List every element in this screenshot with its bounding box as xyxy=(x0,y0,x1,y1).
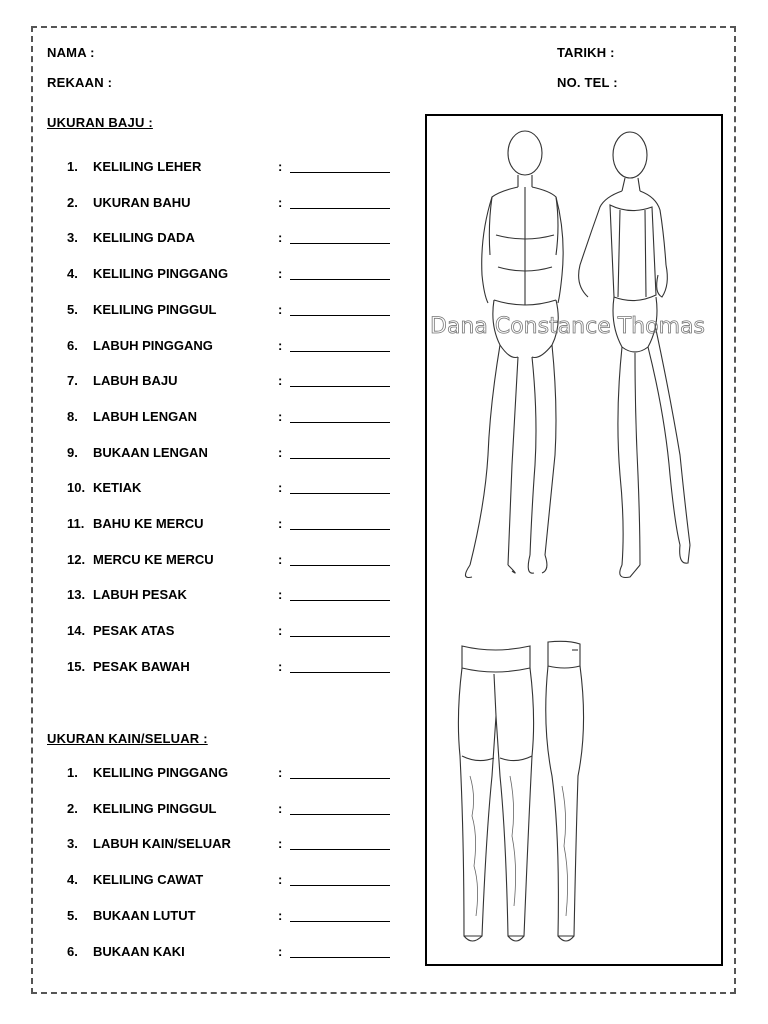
measurement-row xyxy=(0,623,400,643)
measurement-number: 4. xyxy=(67,266,78,282)
measurement-label: MERCU KE MERCU xyxy=(93,551,214,567)
measurement-label: BAHU KE MERCU xyxy=(93,516,204,531)
measurement-colon: : xyxy=(278,337,283,353)
measurement-number: 1. xyxy=(67,765,78,780)
measurement-row xyxy=(0,409,400,429)
measurement-entry-line[interactable] xyxy=(290,493,390,494)
measurement-label: BUKAAN LUTUT xyxy=(93,907,196,923)
measurement-label: LABUH KAIN/SELUAR xyxy=(93,836,231,852)
rekaan-label: REKAAN : xyxy=(47,75,113,90)
measurement-number: 8. xyxy=(67,408,78,424)
measurement-number: 3. xyxy=(67,230,78,246)
measurement-label: KELILING PINGGUL xyxy=(93,301,217,317)
measurement-number: 7. xyxy=(67,373,78,389)
measurement-label: KELILING PINGGUL xyxy=(93,800,217,816)
measurement-number: 12. xyxy=(67,551,86,567)
measurement-label: UKURAN BAHU xyxy=(93,194,191,210)
croquis-front-back-sketch-icon xyxy=(430,125,720,595)
measurement-number: 5. xyxy=(67,301,78,317)
watermark-text: Dana Constance Thomas xyxy=(430,314,705,339)
measurement-label: LABUH LENGAN xyxy=(93,408,197,424)
measurement-row xyxy=(0,587,400,607)
measurement-row xyxy=(0,266,400,286)
measurement-entry-line[interactable] xyxy=(290,243,390,244)
measurement-entry-line[interactable] xyxy=(290,885,390,886)
measurement-row xyxy=(0,373,400,393)
measurement-label: LABUH PESAK xyxy=(93,587,187,603)
leggings-front-side-sketch-icon xyxy=(450,636,600,952)
measurement-row xyxy=(0,302,400,322)
ukuran-seluar-title: UKURAN KAIN/SELUAR : xyxy=(47,731,208,746)
measurement-colon: : xyxy=(278,373,283,389)
measurement-colon: : xyxy=(278,836,283,852)
measurement-row xyxy=(0,480,400,500)
measurement-entry-line[interactable] xyxy=(290,600,390,601)
measurement-label: KELILING CAWAT xyxy=(93,872,204,888)
measurement-row xyxy=(0,944,400,964)
measurement-row xyxy=(0,516,400,536)
measurement-entry-line[interactable] xyxy=(290,208,390,209)
measurement-entry-line[interactable] xyxy=(290,957,390,958)
measurement-colon: : xyxy=(278,266,283,282)
measurement-number: 14. xyxy=(67,623,86,639)
measurement-row xyxy=(0,659,400,679)
measurement-entry-line[interactable] xyxy=(290,672,390,673)
measurement-colon: : xyxy=(278,587,283,603)
measurement-colon: : xyxy=(278,480,283,496)
measurement-row xyxy=(0,195,400,215)
measurement-colon: : xyxy=(278,907,283,923)
measurement-row xyxy=(0,230,400,250)
measurement-row xyxy=(0,338,400,358)
measurement-entry-line[interactable] xyxy=(290,279,390,280)
measurement-number: 2. xyxy=(67,800,78,816)
measurement-row xyxy=(0,908,400,928)
measurement-entry-line[interactable] xyxy=(290,458,390,459)
measurement-colon: : xyxy=(278,658,283,674)
measurement-colon: : xyxy=(278,516,283,531)
measurement-entry-line[interactable] xyxy=(290,921,390,922)
measurement-label: LABUH PINGGANG xyxy=(93,337,213,353)
measurement-colon: : xyxy=(278,408,283,424)
measurement-label: BUKAAN LENGAN xyxy=(93,444,208,460)
measurement-row xyxy=(0,159,400,179)
measurement-label: KELILING LEHER xyxy=(93,159,202,174)
measurement-label: KELILING PINGGANG xyxy=(93,765,229,780)
measurement-label: PESAK BAWAH xyxy=(93,658,190,674)
measurement-colon: : xyxy=(278,800,283,816)
measurement-entry-line[interactable] xyxy=(290,565,390,566)
measurement-entry-line[interactable] xyxy=(290,386,390,387)
measurement-entry-line[interactable] xyxy=(290,422,390,423)
measurement-entry-line[interactable] xyxy=(290,814,390,815)
measurement-number: 1. xyxy=(67,159,78,174)
measurement-colon: : xyxy=(278,872,283,888)
measurement-label: BUKAAN KAKI xyxy=(93,943,185,959)
measurement-colon: : xyxy=(278,159,283,174)
measurement-label: LABUH BAJU xyxy=(93,373,178,389)
measurement-label: KELILING PINGGANG xyxy=(93,266,229,282)
measurement-entry-line[interactable] xyxy=(290,529,390,530)
measurement-row xyxy=(0,765,400,785)
measurement-row xyxy=(0,801,400,821)
measurement-label: KELILING DADA xyxy=(93,230,195,246)
measurement-number: 6. xyxy=(67,337,78,353)
measurement-entry-line[interactable] xyxy=(290,636,390,637)
measurement-entry-line[interactable] xyxy=(290,315,390,316)
measurement-entry-line[interactable] xyxy=(290,172,390,173)
measurement-number: 13. xyxy=(67,587,86,603)
measurement-entry-line[interactable] xyxy=(290,778,390,779)
nama-label: NAMA : xyxy=(47,45,95,60)
measurement-colon: : xyxy=(278,623,283,639)
measurement-colon: : xyxy=(278,551,283,567)
measurement-number: 6. xyxy=(67,943,78,959)
no-tel-label: NO. TEL : xyxy=(557,75,618,90)
measurement-entry-line[interactable] xyxy=(290,351,390,352)
measurement-row xyxy=(0,836,400,856)
measurement-colon: : xyxy=(278,301,283,317)
measurement-row xyxy=(0,445,400,465)
measurement-colon: : xyxy=(278,444,283,460)
measurement-colon: : xyxy=(278,765,283,780)
measurement-number: 3. xyxy=(67,836,78,852)
measurement-label: KETIAK xyxy=(93,480,142,496)
measurement-colon: : xyxy=(278,943,283,959)
measurement-number: 10. xyxy=(67,480,86,496)
measurement-number: 5. xyxy=(67,907,78,923)
measurement-row xyxy=(0,872,400,892)
measurement-colon: : xyxy=(278,194,283,210)
measurement-number: 9. xyxy=(67,444,78,460)
measurement-label: PESAK ATAS xyxy=(93,623,175,639)
measurement-number: 15. xyxy=(67,658,86,674)
ukuran-baju-title: UKURAN BAJU : xyxy=(47,115,153,130)
measurement-number: 4. xyxy=(67,872,78,888)
measurement-number: 11. xyxy=(67,516,85,531)
measurement-entry-line[interactable] xyxy=(290,849,390,850)
tarikh-label: TARIKH : xyxy=(557,45,615,60)
measurement-row xyxy=(0,552,400,572)
measurement-number: 2. xyxy=(67,194,78,210)
measurement-colon: : xyxy=(278,230,283,246)
